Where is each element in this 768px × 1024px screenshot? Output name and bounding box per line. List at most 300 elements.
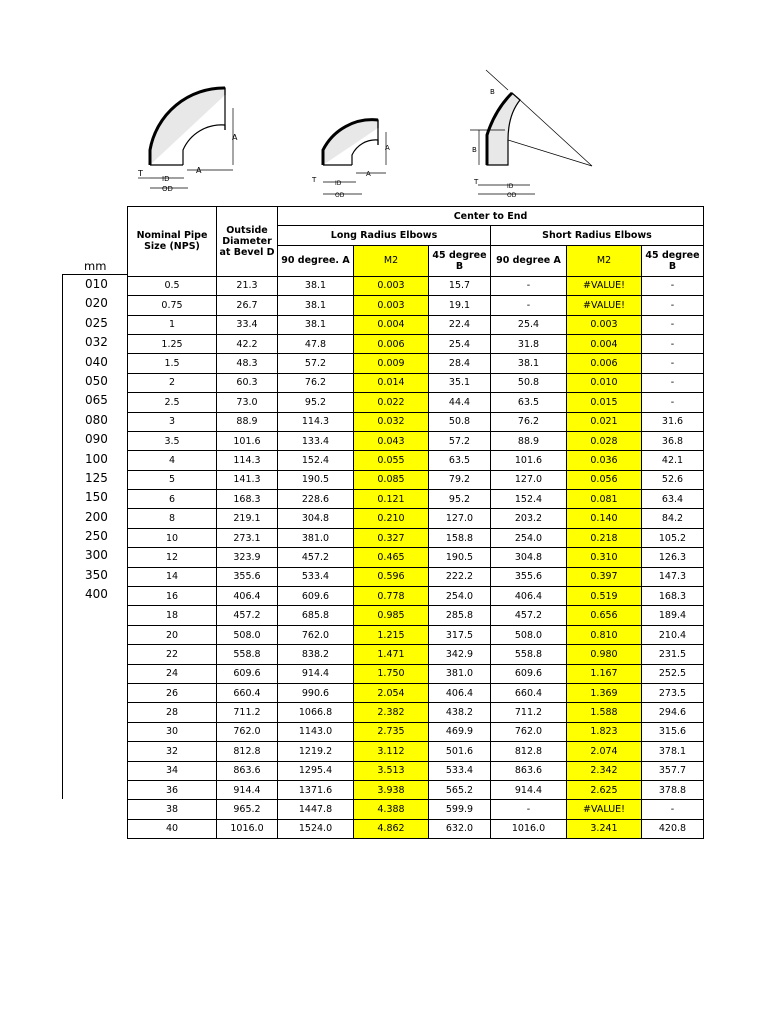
mm-value: 300 [85,548,108,563]
long-45-cell: 25.4 [429,334,491,353]
long-90-cell: 114.3 [278,412,354,431]
short-45-cell: - [642,373,704,392]
long-m2-cell: 0.085 [354,470,429,489]
table-row [128,315,704,334]
long-90-cell: 1143.0 [278,722,354,741]
short-45-cell: 378.8 [642,780,704,799]
short-90-cell: 711.2 [491,703,567,722]
long-m2-cell: 2.054 [354,683,429,702]
short-m2-cell: 0.140 [567,509,642,528]
short-m2-cell: 2.074 [567,742,642,761]
table-row [128,819,704,838]
od-cell: 609.6 [217,664,278,683]
long-m2-cell: 1.471 [354,645,429,664]
long-45-cell: 190.5 [429,548,491,567]
short-m2-cell: 1.588 [567,703,642,722]
short-90-cell: 508.0 [491,625,567,644]
short-m2-cell: 3.241 [567,819,642,838]
nps-cell: 28 [128,703,217,722]
od-cell: 660.4 [217,683,278,702]
short-m2-cell: 0.656 [567,606,642,625]
fig3-t-label: T [474,178,479,186]
long-45-cell: 15.7 [429,276,491,295]
nps-cell: 3 [128,412,217,431]
nps-cell: 16 [128,587,217,606]
long-45-cell: 28.4 [429,354,491,373]
nps-cell: 2 [128,373,217,392]
short-45-cell: 252.5 [642,664,704,683]
od-cell: 323.9 [217,548,278,567]
long-m2-cell: 0.006 [354,334,429,353]
long-m2-cell: 3.112 [354,742,429,761]
short-45-cell: 357.7 [642,761,704,780]
short-45-cell: - [642,393,704,412]
short-45-cell: 31.6 [642,412,704,431]
long-90-cell: 457.2 [278,548,354,567]
od-cell: 711.2 [217,703,278,722]
long-m2-cell: 0.985 [354,606,429,625]
long-90-cell: 76.2 [278,373,354,392]
short-90-cell: 660.4 [491,683,567,702]
short-90-cell: - [491,276,567,295]
short-45-cell: - [642,296,704,315]
elbow-drawings [0,0,768,205]
nps-cell: 4 [128,451,217,470]
long-m2-cell: 0.014 [354,373,429,392]
nps-cell: 14 [128,567,217,586]
od-cell: 914.4 [217,780,278,799]
long-m2-cell: 3.938 [354,780,429,799]
short-45-cell: 63.4 [642,490,704,509]
short-90-cell: - [491,800,567,819]
long-90-cell: 228.6 [278,490,354,509]
od-cell: 141.3 [217,470,278,489]
table-row [128,354,704,373]
long-45-cell: 44.4 [429,393,491,412]
nps-cell: 20 [128,625,217,644]
short-45-cell: 420.8 [642,819,704,838]
mm-value: 100 [85,451,108,466]
nps-cell: 34 [128,761,217,780]
short-90-cell: 152.4 [491,490,567,509]
fig3-b-top-label: B [490,88,495,96]
table-row [128,587,704,606]
table-row [128,470,704,489]
mm-divider-left [62,274,63,799]
short-45-cell: 42.1 [642,451,704,470]
fig1-a-right-label: A [232,133,238,142]
long-45-cell: 533.4 [429,761,491,780]
od-cell: 508.0 [217,625,278,644]
long-90-cell: 762.0 [278,625,354,644]
table-row [128,606,704,625]
short-m2-cell: 2.342 [567,761,642,780]
short-90-cell: 863.6 [491,761,567,780]
short-m2-cell: 1.369 [567,683,642,702]
table-row [128,451,704,470]
mm-value: 200 [85,509,108,524]
short-90-cell: 63.5 [491,393,567,412]
mm-value: 065 [85,393,108,408]
long-45-cell: 632.0 [429,819,491,838]
short-45-cell: 273.5 [642,683,704,702]
short-90-cell: 76.2 [491,412,567,431]
long-m2-cell: 2.382 [354,703,429,722]
long-45-header: 45 degree B [429,245,491,276]
short-90-cell: 558.8 [491,645,567,664]
table-row [128,722,704,741]
long-m2-cell: 0.055 [354,451,429,470]
od-cell: 762.0 [217,722,278,741]
short-45-cell: 378.1 [642,742,704,761]
short-m2-cell: 0.021 [567,412,642,431]
short-90-cell: 762.0 [491,722,567,741]
nps-cell: 26 [128,683,217,702]
od-cell: 219.1 [217,509,278,528]
long-90-cell: 38.1 [278,315,354,334]
short-m2-header: M2 [567,245,642,276]
short-90-cell: 914.4 [491,780,567,799]
long-90-cell: 38.1 [278,296,354,315]
center-to-end-header: Center to End [278,207,704,226]
od-cell: 48.3 [217,354,278,373]
nps-cell: 1.5 [128,354,217,373]
short-45-cell: - [642,315,704,334]
fig2-id-label: ID [335,180,342,187]
mm-value: 350 [85,567,108,582]
nps-cell: 36 [128,780,217,799]
long-radius-90-elbow-drawing [138,88,233,188]
long-m2-cell: 0.009 [354,354,429,373]
nps-cell: 22 [128,645,217,664]
long-90-cell: 1066.8 [278,703,354,722]
long-45-cell: 158.8 [429,528,491,547]
long-45-cell: 406.4 [429,683,491,702]
od-cell: 355.6 [217,567,278,586]
long-45-cell: 19.1 [429,296,491,315]
fig2-od-label: OD [335,192,345,199]
short-90-cell: 88.9 [491,431,567,450]
short-45-cell: 294.6 [642,703,704,722]
long-m2-cell: 4.388 [354,800,429,819]
od-cell: 965.2 [217,800,278,819]
nps-cell: 18 [128,606,217,625]
long-m2-cell: 0.004 [354,315,429,334]
short-90-cell: 457.2 [491,606,567,625]
od-cell: 21.3 [217,276,278,295]
mm-value: 090 [85,432,108,447]
long-m2-cell: 1.750 [354,664,429,683]
short-m2-cell: #VALUE! [567,276,642,295]
short-45-cell: 126.3 [642,548,704,567]
long-90-cell: 304.8 [278,509,354,528]
long-45-cell: 317.5 [429,625,491,644]
table-row [128,334,704,353]
table-body [128,276,704,838]
nps-cell: 3.5 [128,431,217,450]
short-radius-header: Short Radius Elbows [491,226,704,245]
od-cell: 33.4 [217,315,278,334]
nps-cell: 12 [128,548,217,567]
nps-header: Nominal Pipe Size (NPS) [128,207,217,277]
long-90-cell: 685.8 [278,606,354,625]
short-m2-cell: 0.004 [567,334,642,353]
long-m2-cell: 0.596 [354,567,429,586]
table-row [128,548,704,567]
nps-cell: 6 [128,490,217,509]
od-cell: 114.3 [217,451,278,470]
long-45-cell: 342.9 [429,645,491,664]
short-m2-cell: 0.081 [567,490,642,509]
short-45-cell: 105.2 [642,528,704,547]
short-m2-cell: 0.056 [567,470,642,489]
short-m2-cell: 1.167 [567,664,642,683]
mm-value: 010 [85,277,108,291]
od-cell: 457.2 [217,606,278,625]
short-m2-cell: 0.810 [567,625,642,644]
long-90-cell: 47.8 [278,334,354,353]
mm-value: 032 [85,335,108,350]
long-90-cell: 1295.4 [278,761,354,780]
long-90-cell: 95.2 [278,393,354,412]
short-m2-cell: 0.006 [567,354,642,373]
long-m2-header: M2 [354,245,429,276]
nps-cell: 1 [128,315,217,334]
long-45-cell: 57.2 [429,431,491,450]
fig1-od-label: OD [162,185,173,193]
long-m2-cell: 0.210 [354,509,429,528]
short-90-cell: - [491,296,567,315]
short-m2-cell: #VALUE! [567,800,642,819]
table-row [128,742,704,761]
short-m2-cell: 0.015 [567,393,642,412]
long-90-cell: 152.4 [278,451,354,470]
table-row [128,373,704,392]
long-90-cell: 133.4 [278,431,354,450]
od-cell: 42.2 [217,334,278,353]
fig1-a-bottom-label: A [196,166,202,175]
fig3-b-left-label: B [472,146,477,154]
nps-cell: 0.5 [128,276,217,295]
long-90-cell: 38.1 [278,276,354,295]
short-45-cell: 189.4 [642,606,704,625]
long-m2-cell: 1.215 [354,625,429,644]
od-cell: 273.1 [217,528,278,547]
long-45-cell: 501.6 [429,742,491,761]
short-45-cell: 36.8 [642,431,704,450]
fig1-t-label: T [138,169,143,178]
long-45-cell: 63.5 [429,451,491,470]
short-90-cell: 609.6 [491,664,567,683]
od-cell: 812.8 [217,742,278,761]
nps-cell: 30 [128,722,217,741]
fig3-od-label: OD [507,192,517,199]
short-45-cell: 231.5 [642,645,704,664]
long-90-cell: 914.4 [278,664,354,683]
od-cell: 73.0 [217,393,278,412]
short-45-cell: - [642,334,704,353]
long-90-header: 90 degree. A [278,245,354,276]
short-45-header: 45 degree B [642,245,704,276]
long-45-cell: 565.2 [429,780,491,799]
od-cell: 406.4 [217,587,278,606]
long-90-cell: 609.6 [278,587,354,606]
short-m2-cell: 1.823 [567,722,642,741]
short-45-cell: 84.2 [642,509,704,528]
short-90-header: 90 degree A [491,245,567,276]
table-row [128,412,704,431]
long-90-cell: 990.6 [278,683,354,702]
mm-value: 025 [85,315,108,330]
short-m2-cell: 2.625 [567,780,642,799]
od-cell: 1016.0 [217,819,278,838]
table-row [128,393,704,412]
nps-cell: 5 [128,470,217,489]
table-row [128,567,704,586]
mm-value: 125 [85,470,108,485]
long-m2-cell: 0.465 [354,548,429,567]
mm-value: 400 [85,587,108,602]
fig2-a-right-label: A [385,144,390,152]
long-m2-cell: 0.032 [354,412,429,431]
table-row [128,509,704,528]
short-m2-cell: 0.310 [567,548,642,567]
elbow-dimensions-table [127,206,704,839]
fig2-a-bottom-label: A [366,170,371,178]
od-cell: 863.6 [217,761,278,780]
short-m2-cell: 0.010 [567,373,642,392]
mm-value: 040 [85,354,108,369]
long-90-cell: 190.5 [278,470,354,489]
short-m2-cell: 0.980 [567,645,642,664]
long-m2-cell: 0.003 [354,276,429,295]
short-45-cell: - [642,800,704,819]
long-90-cell: 838.2 [278,645,354,664]
fig2-t-label: T [312,176,317,184]
long-90-cell: 533.4 [278,567,354,586]
nps-cell: 24 [128,664,217,683]
short-90-cell: 38.1 [491,354,567,373]
short-45-cell: 147.3 [642,567,704,586]
long-90-cell: 1447.8 [278,800,354,819]
mm-value: 020 [85,296,108,311]
mm-list [85,275,108,605]
short-90-cell: 203.2 [491,509,567,528]
long-m2-cell: 4.862 [354,819,429,838]
short-90-cell: 812.8 [491,742,567,761]
45-degree-elbow-drawing [470,70,592,194]
table-row [128,296,704,315]
mm-value: 050 [85,373,108,388]
table-row [128,490,704,509]
mm-value: 150 [85,490,108,505]
long-90-cell: 1371.6 [278,780,354,799]
mm-value: 250 [85,529,108,544]
od-header: Outside Diameter at Bevel D [217,207,278,277]
long-90-cell: 381.0 [278,528,354,547]
long-45-cell: 22.4 [429,315,491,334]
short-m2-cell: 0.397 [567,567,642,586]
table-row [128,780,704,799]
long-m2-cell: 0.043 [354,431,429,450]
short-m2-cell: 0.028 [567,431,642,450]
long-90-cell: 1219.2 [278,742,354,761]
short-90-cell: 101.6 [491,451,567,470]
long-45-cell: 254.0 [429,587,491,606]
short-45-cell: 210.4 [642,625,704,644]
short-m2-cell: 0.519 [567,587,642,606]
mm-value: 080 [85,412,108,427]
long-m2-cell: 0.003 [354,296,429,315]
long-45-cell: 50.8 [429,412,491,431]
table-row [128,645,704,664]
long-45-cell: 438.2 [429,703,491,722]
table-row [128,431,704,450]
nps-cell: 8 [128,509,217,528]
nps-cell: 10 [128,528,217,547]
fig3-id-label: ID [507,183,514,190]
short-45-cell: 315.6 [642,722,704,741]
nps-cell: 38 [128,800,217,819]
table-row [128,683,704,702]
long-45-cell: 79.2 [429,470,491,489]
short-90-cell: 50.8 [491,373,567,392]
table-row [128,664,704,683]
table-row [128,703,704,722]
long-radius-header: Long Radius Elbows [278,226,491,245]
long-45-cell: 469.9 [429,722,491,741]
short-m2-cell: 0.036 [567,451,642,470]
short-m2-cell: 0.003 [567,315,642,334]
od-cell: 101.6 [217,431,278,450]
short-90-cell: 31.8 [491,334,567,353]
table-row [128,761,704,780]
nps-cell: 1.25 [128,334,217,353]
short-90-cell: 304.8 [491,548,567,567]
short-45-cell: 168.3 [642,587,704,606]
nps-cell: 0.75 [128,296,217,315]
long-m2-cell: 0.022 [354,393,429,412]
short-90-cell: 127.0 [491,470,567,489]
short-90-cell: 254.0 [491,528,567,547]
nps-cell: 2.5 [128,393,217,412]
short-m2-cell: #VALUE! [567,296,642,315]
nps-cell: 32 [128,742,217,761]
od-cell: 168.3 [217,490,278,509]
long-45-cell: 95.2 [429,490,491,509]
short-90-cell: 406.4 [491,587,567,606]
short-90-cell: 1016.0 [491,819,567,838]
long-45-cell: 222.2 [429,567,491,586]
od-cell: 558.8 [217,645,278,664]
od-cell: 60.3 [217,373,278,392]
long-m2-cell: 0.327 [354,528,429,547]
short-45-cell: - [642,354,704,373]
table-row [128,528,704,547]
long-90-cell: 57.2 [278,354,354,373]
mm-header: mm [84,259,107,273]
long-90-cell: 1524.0 [278,819,354,838]
nps-cell: 40 [128,819,217,838]
short-45-cell: 52.6 [642,470,704,489]
short-radius-90-elbow-drawing [323,120,386,194]
long-45-cell: 35.1 [429,373,491,392]
long-m2-cell: 0.778 [354,587,429,606]
short-m2-cell: 0.218 [567,528,642,547]
fig1-id-label: ID [162,175,170,183]
short-90-cell: 355.6 [491,567,567,586]
table-row [128,800,704,819]
